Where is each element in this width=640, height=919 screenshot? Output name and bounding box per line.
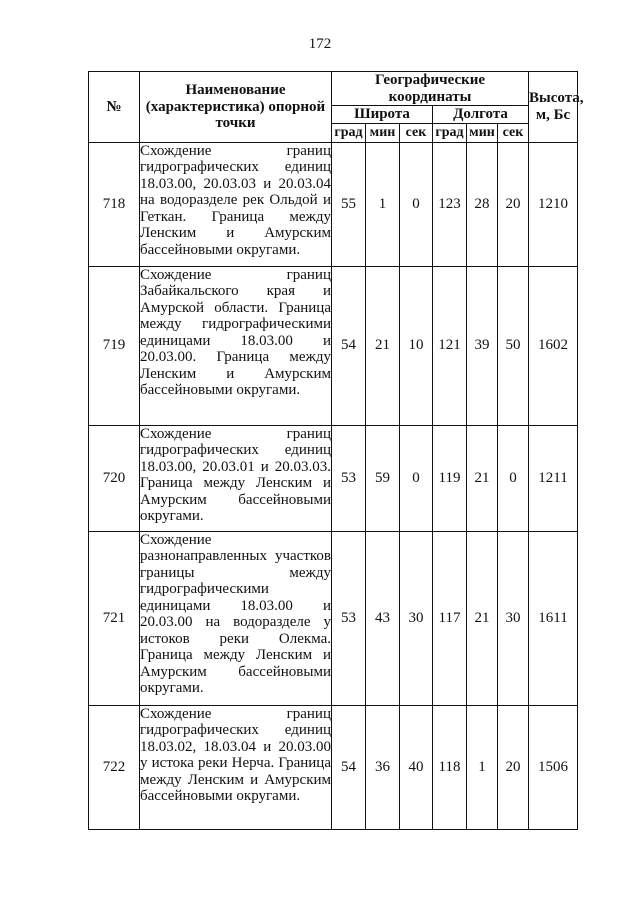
lon-deg: 118 [433,705,467,829]
row-description-text: Схождение границ гидрографических единиц 18.03.00, 20.03.01 и 20.03.03. Граница между Ленским и Амурским бассейновыми округами. [140,425,331,524]
lat-sec: 0 [400,142,433,266]
table-row [89,425,578,531]
page-number: 172 [308,36,332,52]
lon-sec: 20 [498,142,529,266]
row-description [140,705,332,829]
lon-min: 1 [467,705,498,829]
lat-min: 21 [366,266,400,425]
header-name: Наименование (характеристика) опорной точки [140,72,332,143]
lat-min: 59 [366,425,400,531]
lat-sec: 40 [400,705,433,829]
lon-deg: 121 [433,266,467,425]
lat-deg: 54 [332,705,366,829]
header-lat-sec: сек [400,123,433,142]
header-lat-deg: град [332,123,366,142]
header-lon-deg: град [433,123,467,142]
lat-sec: 0 [400,425,433,531]
lon-sec: 20 [498,705,529,829]
lat-min: 36 [366,705,400,829]
table-row [89,266,578,425]
header-lon-min: мин [467,123,498,142]
header-lon: Долгота [433,106,529,124]
height: 1602 [529,266,578,425]
height: 1506 [529,705,578,829]
lat-min: 43 [366,531,400,705]
lat-deg: 55 [332,142,366,266]
row-number: 721 [89,531,140,705]
lon-deg: 123 [433,142,467,266]
lon-min: 21 [467,531,498,705]
row-description-text: Схождение границ гидрографических единиц 18.03.02, 18.03.04 и 20.03.00 у истока реки Нерча. Граница между Ленским и Амурским бассейновыми округами. [140,705,331,804]
row-description-text: Схождение границ гидрографических единиц 18.03.00, 20.03.03 и 20.03.04 на водоразделе рек Ольдой и Геткан. Граница между Ленским и Амурским бассейновыми округами. [140,142,331,258]
reference-points-table [88,71,584,830]
row-number: 720 [89,425,140,531]
lat-deg: 54 [332,266,366,425]
height: 1210 [529,142,578,266]
lat-min: 1 [366,142,400,266]
height: 1211 [529,425,578,531]
lat-sec: 10 [400,266,433,425]
row-number: 722 [89,705,140,829]
header-lat-min: мин [366,123,400,142]
row-description [140,266,332,425]
row-description-text: Схождение границ Забайкальского края и Амурской области. Граница между гидрографическими единицами 18.03.00 и 20.03.00. Граница между Ленским и Амурским бассейновыми округами. [140,266,331,398]
header-num: № [89,72,140,143]
height: 1611 [529,531,578,705]
table-row [89,142,578,266]
row-description [140,142,332,266]
row-number: 718 [89,142,140,266]
row-number: 719 [89,266,140,425]
header-height: Высота, м, Бс [529,72,578,143]
header-coords: Географические координаты [332,72,529,106]
row-description [140,531,332,705]
lon-min: 39 [467,266,498,425]
lat-deg: 53 [332,425,366,531]
lon-sec: 0 [498,425,529,531]
lat-sec: 30 [400,531,433,705]
lon-sec: 50 [498,266,529,425]
lon-min: 28 [467,142,498,266]
lon-min: 21 [467,425,498,531]
header-lon-sec: сек [498,123,529,142]
row-description [140,425,332,531]
lon-deg: 119 [433,425,467,531]
header-lat: Широта [332,106,433,124]
lon-deg: 117 [433,531,467,705]
lat-deg: 53 [332,531,366,705]
table-row [89,531,578,705]
table-row [89,705,578,829]
lon-sec: 30 [498,531,529,705]
row-description-text: Схождение разнонаправленных участков границы между гидрографическими единицами 18.03.00 и 20.03.00 на водоразделе у истоков реки Олекма. Граница между Ленским и Амурским бассейновыми округами. [140,531,331,696]
